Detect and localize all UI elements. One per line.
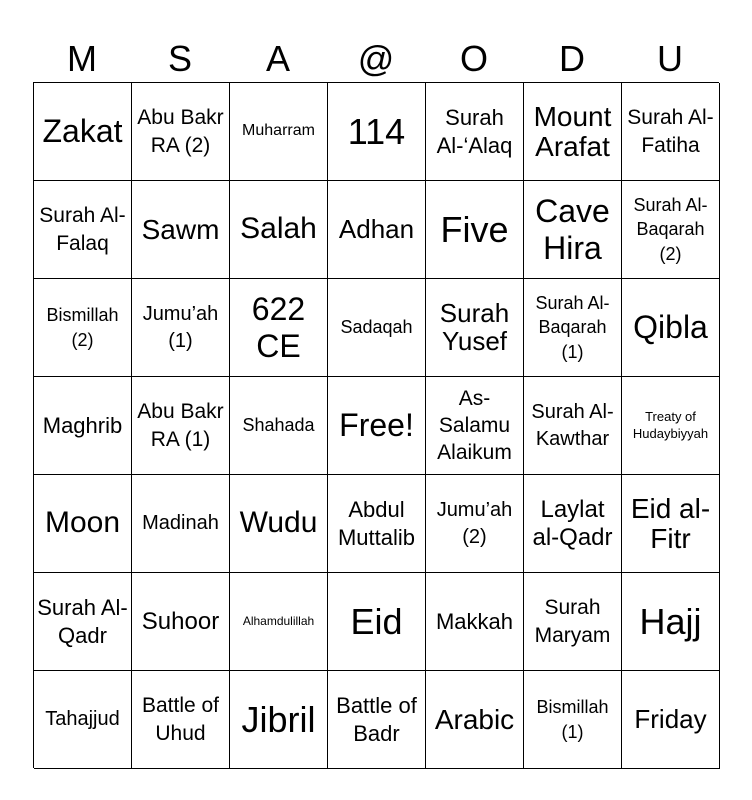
bingo-cell[interactable]: Muharram [230, 83, 328, 181]
bingo-cell[interactable]: Surah Al-Fatiha [622, 83, 720, 181]
bingo-cell[interactable]: Hajj [622, 573, 720, 671]
bingo-cell[interactable]: Mount Arafat [524, 83, 622, 181]
bingo-cell[interactable]: Surah Al-Qadr [34, 573, 132, 671]
bingo-header [33, 36, 719, 82]
bingo-cell[interactable]: Salah [230, 181, 328, 279]
header-letter-u: U [657, 38, 683, 79]
bingo-cell[interactable]: Battle of Badr [328, 671, 426, 769]
header-letter-s: S [167, 38, 192, 79]
bingo-cell[interactable]: Friday [622, 671, 720, 769]
bingo-cell[interactable]: Adhan [328, 181, 426, 279]
bingo-cell[interactable]: Shahada [230, 377, 328, 475]
bingo-cell[interactable]: Abu Bakr RA (1) [132, 377, 230, 475]
bingo-cell[interactable]: Surah Al-Baqarah (1) [524, 279, 622, 377]
bingo-cell[interactable]: Five [426, 181, 524, 279]
bingo-cell[interactable]: Arabic [426, 671, 524, 769]
bingo-cell[interactable]: 114 [328, 83, 426, 181]
bingo-cell[interactable]: Cave Hira [524, 181, 622, 279]
free-space-cell[interactable]: Free! [328, 377, 426, 475]
bingo-cell[interactable]: Jumu’ah (1) [132, 279, 230, 377]
bingo-cell[interactable]: Qibla [622, 279, 720, 377]
bingo-cell[interactable]: Jumu’ah (2) [426, 475, 524, 573]
bingo-cell[interactable]: Abdul Muttalib [328, 475, 426, 573]
bingo-cell[interactable]: Surah Yusef [426, 279, 524, 377]
bingo-cell[interactable]: Jibril [230, 671, 328, 769]
bingo-cell[interactable]: Abu Bakr RA (2) [132, 83, 230, 181]
bingo-cell[interactable]: Surah Al-Kawthar [524, 377, 622, 475]
bingo-grid [33, 82, 719, 768]
bingo-cell[interactable]: Moon [34, 475, 132, 573]
bingo-cell[interactable]: Zakat [34, 83, 132, 181]
bingo-cell[interactable]: Eid [328, 573, 426, 671]
bingo-cell[interactable]: Madinah [132, 475, 230, 573]
bingo-cell[interactable]: Bismillah (2) [34, 279, 132, 377]
header-letter-m: M [67, 38, 97, 79]
bingo-cell[interactable]: Maghrib [34, 377, 132, 475]
bingo-cell[interactable]: Alhamdulillah [230, 573, 328, 671]
bingo-cell[interactable]: Suhoor [132, 573, 230, 671]
bingo-cell[interactable]: Tahajjud [34, 671, 132, 769]
bingo-cell[interactable]: Sawm [132, 181, 230, 279]
bingo-cell[interactable]: Makkah [426, 573, 524, 671]
header-at-sign: @ [357, 38, 395, 79]
bingo-cell[interactable]: Surah Al-Baqarah (2) [622, 181, 720, 279]
bingo-cell[interactable]: Eid al-Fitr [622, 475, 720, 573]
header-letter-o: O [459, 38, 488, 79]
header-letter-a: A [265, 38, 290, 79]
bingo-cell[interactable]: Laylat al-Qadr [524, 475, 622, 573]
bingo-cell[interactable]: Surah Maryam [524, 573, 622, 671]
bingo-cell[interactable]: Bismillah (1) [524, 671, 622, 769]
bingo-cell[interactable]: Treaty of Hudaybiyyah [622, 377, 720, 475]
bingo-cell[interactable]: As-Salamu Alaikum [426, 377, 524, 475]
bingo-cell[interactable]: Surah Al-‘Alaq [426, 83, 524, 181]
bingo-cell[interactable]: Battle of Uhud [132, 671, 230, 769]
bingo-cell[interactable]: Wudu [230, 475, 328, 573]
bingo-cell[interactable]: 622 CE [230, 279, 328, 377]
bingo-cell[interactable]: Surah Al-Falaq [34, 181, 132, 279]
bingo-cell[interactable]: Sadaqah [328, 279, 426, 377]
header-letter-d: D [559, 38, 585, 79]
